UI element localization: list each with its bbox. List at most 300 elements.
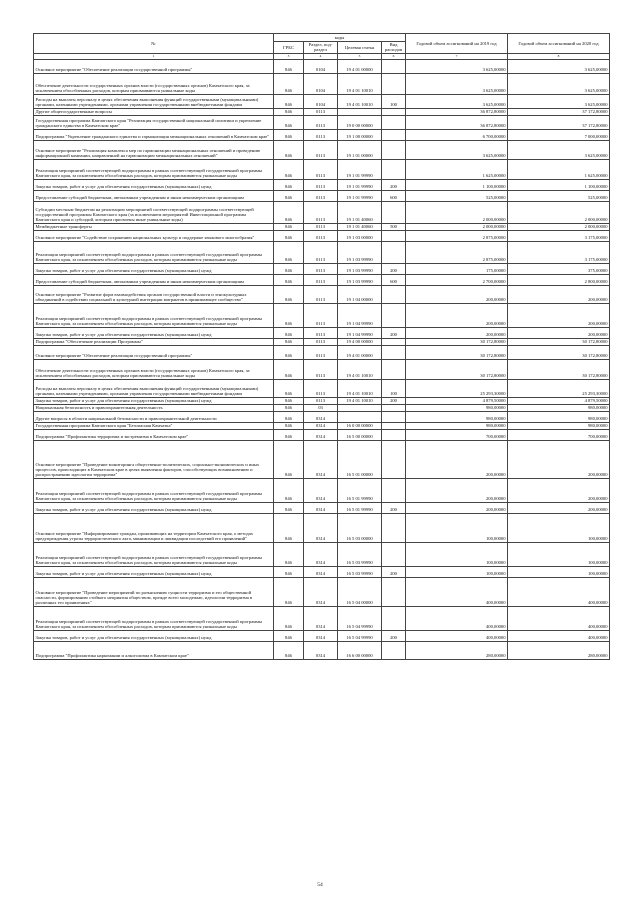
row-target-article: 19 1 03 99990 (338, 263, 382, 274)
row-grbs: 846 (274, 502, 304, 513)
row-expense-type (382, 641, 406, 659)
row-target-article: 19 1 00 00000 (338, 129, 382, 140)
row-amount-2020: 400,00000 (508, 577, 610, 606)
row-amount-2020: 980,00000 (508, 411, 610, 422)
row-expense-type: 200 (382, 502, 406, 513)
row-amount-2019: 980,00000 (406, 404, 508, 411)
row-grbs: 846 (274, 577, 304, 606)
row-amount-2020: 3 175,00000 (508, 230, 610, 241)
row-target-article: 19 4 00 00000 (338, 338, 382, 345)
header-grbs: ГРБС (274, 42, 304, 54)
table-row (34, 115, 610, 129)
row-amount-2020: 280,00000 (508, 641, 610, 659)
row-amount-2020: 200,00000 (508, 440, 610, 478)
header-codes: коды (274, 34, 406, 42)
row-name: Закупка товаров, работ и услуг для обеспечения государственных (муниципальных) нужд (34, 502, 274, 513)
row-amount-2019: 2 875,00000 (406, 230, 508, 241)
table-row (34, 263, 610, 274)
row-grbs: 846 (274, 303, 304, 327)
row-target-article: 16 6 00 00000 (338, 641, 382, 659)
row-grbs: 846 (274, 630, 304, 641)
row-name: Расходы на выплаты персоналу в целях обеспечения выполнения функций государственными (муниципальными) органами, казенными учреждениями, органами управления государственными внебюджетными фондами (34, 379, 274, 397)
row-expense-type: 200 (382, 630, 406, 641)
row-grbs: 846 (274, 179, 304, 190)
table-row (34, 73, 610, 94)
row-expense-type (382, 129, 406, 140)
row-expense-type (382, 542, 406, 566)
row-name: Подпрограмма "Профилактика терроризма и экстремизма в Камчатском крае" (34, 429, 274, 440)
row-name: Реализация мероприятий соответствующей подпрограммы в рамках соответствующей государственной программы Камчатского края, за исключением обособленных расходов, которым присваиваются уникальные коды (34, 542, 274, 566)
table-row (34, 429, 610, 440)
row-amount-2019: 200,00000 (406, 502, 508, 513)
row-amount-2020: 37 172,80000 (508, 108, 610, 115)
row-target-article (338, 108, 382, 115)
table-row (34, 179, 610, 190)
row-amount-2019: 3 625,00000 (406, 140, 508, 159)
row-target-article: 19 1 03 00000 (338, 230, 382, 241)
row-section: 0314 (304, 513, 338, 542)
row-expense-type (382, 440, 406, 478)
row-amount-2020: 200,00000 (508, 285, 610, 303)
table-row (34, 140, 610, 159)
row-amount-2020: 2 800,00000 (508, 274, 610, 285)
row-target-article: 16 5 04 00000 (338, 577, 382, 606)
row-name: Реализация мероприятий соответствующей подпрограммы в рамках соответствующей государственной программы Камчатского края, за исключением обособленных расходов, которым присваиваются уникальные коды (34, 606, 274, 630)
row-amount-2020: 1 100,00000 (508, 179, 610, 190)
row-section: 0104 (304, 59, 338, 73)
row-amount-2019: 400,00000 (406, 630, 508, 641)
row-expense-type (382, 201, 406, 223)
row-section: 0113 (304, 263, 338, 274)
row-amount-2020: 30 172,80000 (508, 359, 610, 379)
table-row (34, 94, 610, 108)
table-row (34, 338, 610, 345)
row-section: 0113 (304, 140, 338, 159)
row-amount-2020: 37 172,80000 (508, 115, 610, 129)
header-target: Целевая статья (338, 42, 382, 54)
row-target-article (338, 411, 382, 422)
row-expense-type: 100 (382, 379, 406, 397)
row-name: Основное мероприятие "Проведение мониторинга общественно-политических, социально-экономических и иных процессов, происходящих в Камчатском крае в целях выявления факторов, способствующих возникновению и распространению идеологии терроризма" (34, 440, 274, 478)
row-target-article: 19 4 01 00000 (338, 345, 382, 359)
row-amount-2020: 100,00000 (508, 542, 610, 566)
row-amount-2019: 400,00000 (406, 577, 508, 606)
row-amount-2020: 400,00000 (508, 630, 610, 641)
row-section: 0113 (304, 303, 338, 327)
row-amount-2020: 3 175,00000 (508, 241, 610, 263)
row-name: Закупка товаров, работ и услуг для обеспечения государственных (муниципальных) нужд (34, 397, 274, 404)
row-section: 0113 (304, 129, 338, 140)
row-amount-2019: 2 000,00000 (406, 201, 508, 223)
row-section: 0314 (304, 440, 338, 478)
row-amount-2019: 1 100,00000 (406, 179, 508, 190)
row-section: 0314 (304, 502, 338, 513)
table-row (34, 411, 610, 422)
table-row (34, 230, 610, 241)
row-amount-2020: 4 879,50000 (508, 397, 610, 404)
row-section: 0113 (304, 223, 338, 230)
row-target-article: 19 4 01 10010 (338, 379, 382, 397)
row-expense-type (382, 359, 406, 379)
row-target-article (338, 404, 382, 411)
row-section: 0113 (304, 179, 338, 190)
row-grbs: 846 (274, 190, 304, 201)
row-expense-type (382, 59, 406, 73)
header-number: № (34, 34, 274, 54)
table-row (34, 108, 610, 115)
row-amount-2019: 200,00000 (406, 327, 508, 338)
row-grbs: 846 (274, 201, 304, 223)
row-amount-2019: 3 625,00000 (406, 59, 508, 73)
row-amount-2019: 200,00000 (406, 478, 508, 502)
row-name: Межбюджетные трансферты (34, 223, 274, 230)
header-year-2019: Годовой объем ассигнований на 2019 год (406, 34, 508, 54)
row-name: Основное мероприятие "Обеспечение реализации государственной программы" (34, 59, 274, 73)
row-name: Предоставление субсидий бюджетным, автономным учреждениям и иным некоммерческим организациям (34, 274, 274, 285)
row-amount-2019: 2 700,00000 (406, 274, 508, 285)
row-grbs: 846 (274, 478, 304, 502)
table-row (34, 566, 610, 577)
row-grbs: 846 (274, 542, 304, 566)
table-row (34, 274, 610, 285)
row-amount-2019: 980,00000 (406, 411, 508, 422)
row-target-article: 19 4 01 10010 (338, 73, 382, 94)
row-name: Основное мероприятие "Обеспечение реализации государственной программы" (34, 345, 274, 359)
table-row (34, 379, 610, 397)
row-target-article: 19 4 01 10010 (338, 94, 382, 108)
row-grbs: 846 (274, 108, 304, 115)
row-section: 0113 (304, 285, 338, 303)
row-amount-2020: 2 000,00000 (508, 223, 610, 230)
row-grbs: 846 (274, 274, 304, 285)
row-expense-type (382, 241, 406, 263)
row-section: 0314 (304, 478, 338, 502)
table-row (34, 359, 610, 379)
table-row (34, 397, 610, 404)
row-target-article: 19 1 01 99990 (338, 190, 382, 201)
row-name: Подпрограмма "Укрепление гражданского единства и гармонизация межнациональных отношений в Камчатском крае" (34, 129, 274, 140)
row-target-article: 19 1 01 40060 (338, 201, 382, 223)
row-amount-2019: 700,00000 (406, 429, 508, 440)
row-name: Закупка товаров, работ и услуг для обеспечения государственных (муниципальных) нужд (34, 179, 274, 190)
row-target-article: 16 5 01 00000 (338, 440, 382, 478)
row-grbs: 846 (274, 338, 304, 345)
row-target-article: 19 1 01 99990 (338, 159, 382, 179)
row-grbs: 846 (274, 140, 304, 159)
table-row (34, 303, 610, 327)
row-target-article: 19 4 01 10010 (338, 359, 382, 379)
table-row (34, 241, 610, 263)
row-section: 0314 (304, 630, 338, 641)
row-amount-2020: 3 625,00000 (508, 94, 610, 108)
row-name: Государственная программа Камчатского края "Безопасная Камчатка" (34, 422, 274, 429)
row-amount-2020: 400,00000 (508, 606, 610, 630)
row-section: 0314 (304, 429, 338, 440)
row-section: 03 (304, 404, 338, 411)
row-amount-2019: 200,00000 (406, 285, 508, 303)
page-number: 54 (317, 882, 323, 888)
row-grbs: 846 (274, 397, 304, 404)
row-expense-type: 500 (382, 223, 406, 230)
row-name: Реализация мероприятий соответствующей подпрограммы в рамках соответствующей государственной программы Камчатского края, за исключением обособленных расходов, которым присваиваются уникальные коды (34, 241, 274, 263)
row-target-article: 19 4 01 10010 (338, 397, 382, 404)
row-section: 0113 (304, 190, 338, 201)
header-row-top (34, 34, 610, 42)
row-grbs: 846 (274, 115, 304, 129)
row-target-article: 16 5 01 99990 (338, 478, 382, 502)
row-amount-2019: 25 293,30000 (406, 379, 508, 397)
row-section: 0113 (304, 359, 338, 379)
row-section: 0113 (304, 108, 338, 115)
row-amount-2020: 375,00000 (508, 263, 610, 274)
row-section: 0314 (304, 641, 338, 659)
row-expense-type (382, 115, 406, 129)
row-target-article: 16 5 01 99990 (338, 502, 382, 513)
table-row (34, 542, 610, 566)
row-name: Национальная безопасность и правоохранительная деятельность (34, 404, 274, 411)
row-grbs: 846 (274, 404, 304, 411)
row-target-article: 19 1 01 40060 (338, 223, 382, 230)
row-amount-2019: 200,00000 (406, 440, 508, 478)
row-expense-type (382, 140, 406, 159)
row-target-article: 16 5 04 99990 (338, 630, 382, 641)
row-amount-2019: 980,00000 (406, 422, 508, 429)
row-grbs: 846 (274, 429, 304, 440)
row-grbs: 846 (274, 159, 304, 179)
row-expense-type (382, 577, 406, 606)
row-grbs: 846 (274, 94, 304, 108)
row-amount-2019: 30 172,80000 (406, 359, 508, 379)
table-row (34, 577, 610, 606)
row-grbs: 846 (274, 379, 304, 397)
row-section: 0314 (304, 542, 338, 566)
row-name: Закупка товаров, работ и услуг для обеспечения государственных (муниципальных) нужд (34, 630, 274, 641)
row-amount-2020: 3 625,00000 (508, 73, 610, 94)
row-amount-2020: 30 172,80000 (508, 338, 610, 345)
budget-table (33, 33, 610, 660)
row-name: Обеспечение деятельности государственных органов власти (государственных органов) Камчатского края, за исключением обособленных расходов, которым присваиваются уникальные коды (34, 359, 274, 379)
column-index: 3 (274, 53, 304, 59)
row-amount-2019: 30 172,80000 (406, 338, 508, 345)
row-expense-type: 600 (382, 274, 406, 285)
row-name: Закупка товаров, работ и услуг для обеспечения государственных (муниципальных) нужд (34, 327, 274, 338)
row-grbs: 846 (274, 566, 304, 577)
row-target-article: 16 0 00 00000 (338, 422, 382, 429)
row-name: Закупка товаров, работ и услуг для обеспечения государственных (муниципальных) нужд (34, 263, 274, 274)
table-row (34, 513, 610, 542)
row-target-article: 19 4 01 00000 (338, 59, 382, 73)
row-expense-type: 200 (382, 179, 406, 190)
row-name: Основное мероприятие "Проведение мероприятий по разъяснению сущности терроризма и его общественной опасности, формированию стойкого неприятия обществом, прежде всего молодежью, идеологии терроризма в различных его проявлениях" (34, 577, 274, 606)
table-row (34, 327, 610, 338)
row-name: Другие вопросы в области национальной безопасности и правоохранительной деятельности (34, 411, 274, 422)
header-section: Раздел, под- раздел (304, 42, 338, 54)
row-expense-type (382, 404, 406, 411)
row-section: 0314 (304, 422, 338, 429)
row-section: 0113 (304, 159, 338, 179)
table-row (34, 159, 610, 179)
row-section: 0314 (304, 577, 338, 606)
row-amount-2020: 3 625,00000 (508, 140, 610, 159)
row-section: 0104 (304, 94, 338, 108)
row-grbs: 846 (274, 129, 304, 140)
row-target-article: 16 5 03 99990 (338, 566, 382, 577)
row-name: Расходы на выплаты персоналу в целях обеспечения выполнения функций государственными (муниципальными) органами, казенными учреждениями, органами управления государственными внебюджетными фондами (34, 94, 274, 108)
table-row (34, 129, 610, 140)
column-index: 1 (34, 53, 274, 59)
row-section: 0113 (304, 241, 338, 263)
row-target-article: 19 1 03 99990 (338, 241, 382, 263)
row-grbs: 846 (274, 513, 304, 542)
table-row (34, 606, 610, 630)
row-name: Реализация мероприятий соответствующей подпрограммы в рамках соответствующей государственной программы Камчатского края, за исключением обособленных расходов, которым присваиваются уникальные коды (34, 478, 274, 502)
row-amount-2020: 200,00000 (508, 502, 610, 513)
row-expense-type (382, 422, 406, 429)
column-index: 4 (304, 53, 338, 59)
row-amount-2019: 175,00000 (406, 263, 508, 274)
table-row (34, 422, 610, 429)
row-name: Основное мероприятие "Развитие форм взаимодействия органов государственной власти и этнокультурных объединений в содействии социальной и культурной интеграции мигрантов в принимающее сообщество" (34, 285, 274, 303)
row-amount-2019: 6 700,00000 (406, 129, 508, 140)
row-amount-2020: 7 000,00000 (508, 129, 610, 140)
row-amount-2020: 200,00000 (508, 327, 610, 338)
row-section: 0104 (304, 73, 338, 94)
row-expense-type (382, 345, 406, 359)
row-amount-2020: 2 000,00000 (508, 201, 610, 223)
row-amount-2020: 700,00000 (508, 429, 610, 440)
row-expense-type (382, 73, 406, 94)
row-expense-type (382, 159, 406, 179)
row-amount-2019: 200,00000 (406, 303, 508, 327)
row-target-article: 16 5 00 00000 (338, 429, 382, 440)
row-amount-2019: 3 625,00000 (406, 73, 508, 94)
row-grbs: 846 (274, 59, 304, 73)
row-grbs: 846 (274, 411, 304, 422)
row-section: 0113 (304, 397, 338, 404)
row-amount-2020: 100,00000 (508, 513, 610, 542)
table-row (34, 641, 610, 659)
row-grbs: 846 (274, 345, 304, 359)
table-row (34, 285, 610, 303)
row-amount-2019: 400,00000 (406, 606, 508, 630)
row-amount-2019: 100,00000 (406, 513, 508, 542)
row-grbs: 846 (274, 241, 304, 263)
row-section: 0113 (304, 274, 338, 285)
row-name: Подпрограмма "Профилактика наркомании и алкоголизма в Камчатском крае" (34, 641, 274, 659)
column-index: 8 (508, 53, 610, 59)
row-name: Подпрограмма "Обеспечение реализации Программы" (34, 338, 274, 345)
row-expense-type (382, 338, 406, 345)
row-expense-type (382, 513, 406, 542)
row-amount-2020: 25 293,30000 (508, 379, 610, 397)
row-amount-2020: 30 172,80000 (508, 345, 610, 359)
row-expense-type: 200 (382, 397, 406, 404)
row-amount-2019: 36 872,80000 (406, 115, 508, 129)
row-grbs: 846 (274, 230, 304, 241)
table-row (34, 502, 610, 513)
table-row (34, 190, 610, 201)
row-expense-type: 200 (382, 263, 406, 274)
row-expense-type (382, 230, 406, 241)
row-amount-2019: 4 879,50000 (406, 397, 508, 404)
row-expense-type (382, 429, 406, 440)
row-target-article: 16 5 03 99990 (338, 542, 382, 566)
row-name: Другие общегосударственные вопросы (34, 108, 274, 115)
row-amount-2019: 1 625,00000 (406, 159, 508, 179)
row-expense-type: 600 (382, 190, 406, 201)
row-name: Основное мероприятие "Содействие сохранению национальных культур и поддержке языкового многообразия" (34, 230, 274, 241)
row-amount-2019: 36 872,80000 (406, 108, 508, 115)
row-target-article: 19 1 01 99990 (338, 179, 382, 190)
row-expense-type: 100 (382, 94, 406, 108)
row-amount-2019: 2 000,00000 (406, 223, 508, 230)
row-amount-2020: 980,00000 (508, 404, 610, 411)
row-target-article: 16 5 04 99990 (338, 606, 382, 630)
table-row (34, 201, 610, 223)
table-row (34, 59, 610, 73)
row-name: Обеспечение деятельности государственных органов власти (государственных органов) Камчатского края, за исключением обособленных расходов, которым присваиваются уникальные коды (34, 73, 274, 94)
row-amount-2019: 100,00000 (406, 542, 508, 566)
row-amount-2019: 100,00000 (406, 566, 508, 577)
row-grbs: 846 (274, 359, 304, 379)
row-expense-type (382, 303, 406, 327)
row-amount-2019: 30 172,80000 (406, 345, 508, 359)
table-row (34, 404, 610, 411)
row-name: Субсидии местным бюджетам на реализацию мероприятий соответствующей подпрограммы соответствующей государственной программы Камчатского края (за исключением мероприятий Инвестиционной программы Камчатского края и субсидий, которым присвоены иные уникальные коды) (34, 201, 274, 223)
row-amount-2020: 3 625,00000 (508, 59, 610, 73)
row-grbs: 846 (274, 641, 304, 659)
row-expense-type (382, 606, 406, 630)
row-section: 0314 (304, 566, 338, 577)
row-name: Реализация мероприятий соответствующей подпрограммы в рамках соответствующей государственной программы Камчатского края, за исключением обособленных расходов, которым присваиваются уникальные коды (34, 303, 274, 327)
row-section: 0314 (304, 606, 338, 630)
row-target-article: 19 1 04 99990 (338, 327, 382, 338)
row-expense-type (382, 478, 406, 502)
row-section: 0113 (304, 327, 338, 338)
row-target-article: 19 1 01 00000 (338, 140, 382, 159)
row-name: Предоставление субсидий бюджетным, автономным учреждениям и иным некоммерческим организациям (34, 190, 274, 201)
table-row (34, 440, 610, 478)
row-section: 0113 (304, 338, 338, 345)
row-amount-2020: 980,00000 (508, 422, 610, 429)
row-name: Государственная программа Камчатского края "Реализация государственной национальной политики и укрепление гражданского единства в Камчатском крае" (34, 115, 274, 129)
column-index: 7 (406, 53, 508, 59)
row-name: Основное мероприятие "Реализация комплекса мер по гармонизации межнациональных отношений и проведению информационной кампании, направленной на гармонизацию межнациональных отношений" (34, 140, 274, 159)
row-target-article: 19 1 04 00000 (338, 285, 382, 303)
row-grbs: 846 (274, 440, 304, 478)
row-section: 0314 (304, 411, 338, 422)
header-vr: Вид расходов (382, 42, 406, 54)
row-amount-2019: 525,00000 (406, 190, 508, 201)
row-target-article: 19 0 00 00000 (338, 115, 382, 129)
row-section: 0113 (304, 201, 338, 223)
row-section: 0113 (304, 230, 338, 241)
row-name: Основное мероприятие "Информирование граждан, проживающих на территории Камчатского края, о методах предупреждения угрозы террористического акта, минимизации и ликвидации последствий его проявлений" (34, 513, 274, 542)
table-body (34, 53, 610, 659)
header-year-2020: Годовой объем ассигнований на 2020 год (508, 34, 610, 54)
row-grbs: 846 (274, 263, 304, 274)
row-expense-type: 200 (382, 566, 406, 577)
row-amount-2020: 200,00000 (508, 303, 610, 327)
table-row (34, 223, 610, 230)
row-grbs: 846 (274, 285, 304, 303)
row-amount-2019: 3 625,00000 (406, 94, 508, 108)
row-amount-2019: 280,00000 (406, 641, 508, 659)
row-amount-2020: 525,00000 (508, 190, 610, 201)
row-expense-type: 200 (382, 327, 406, 338)
row-target-article: 19 1 03 99990 (338, 274, 382, 285)
row-expense-type (382, 108, 406, 115)
